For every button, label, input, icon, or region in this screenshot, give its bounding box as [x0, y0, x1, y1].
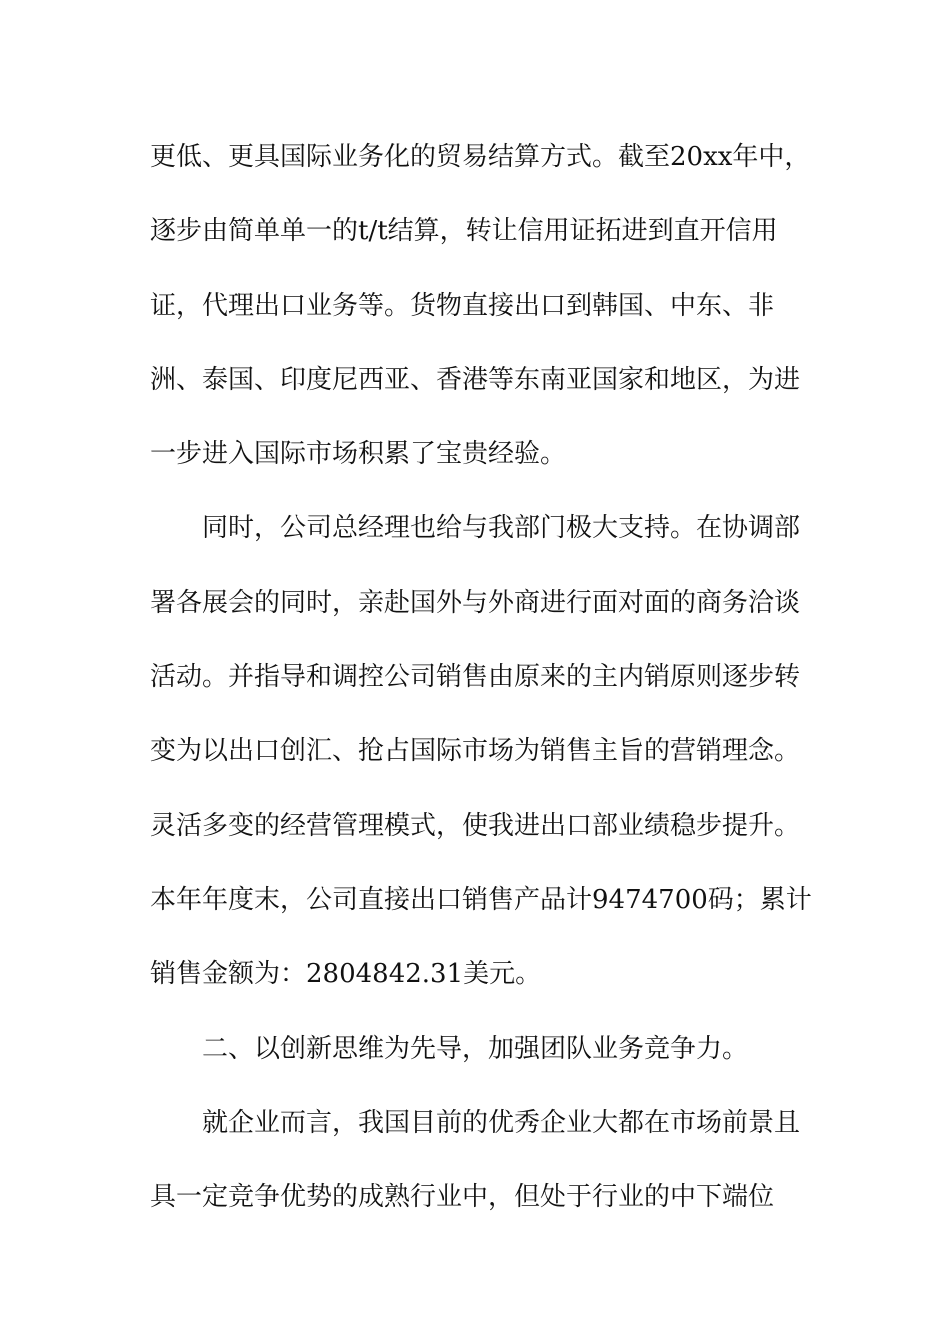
text-line: 证，代理出口业务等。货物直接出口到韩国、中东、非 — [150, 290, 775, 321]
text-line: 本年年度末，公司直接出口销售产品计9474700码；累计 — [150, 884, 812, 915]
text-line: 销售金额为：2804842.31美元。 — [150, 959, 542, 990]
body-text — [150, 120, 812, 1234]
text-line: 具一定竞争优势的成熟行业中，但处于行业的中下端位 — [150, 1182, 775, 1213]
text-line: 变为以出口创汇、抢占国际市场为销售主旨的营销理念。 — [150, 736, 801, 767]
text-line: 就企业而言，我国目前的优秀企业大都在市场前景且 — [202, 1107, 801, 1138]
text-line: 灵活多变的经营管理模式，使我进出口部业绩稳步提升。 — [150, 810, 801, 841]
text-line: 洲、泰国、印度尼西亚、香港等东南亚国家和地区，为进 — [150, 364, 801, 395]
text-line: 逐步由简单单一的t/t结算，转让信用证拓进到直开信用 — [150, 216, 778, 247]
text-line: 同时，公司总经理也给与我部门极大支持。在协调部 — [202, 513, 801, 544]
section-heading: 二、以创新思维为先导，加强团队业务竞争力。 — [202, 1033, 749, 1064]
text-line: 署各展会的同时，亲赴国外与外商进行面对面的商务洽谈 — [150, 587, 801, 618]
text-line: 更低、更具国际业务化的贸易结算方式。截至20xx年中， — [150, 142, 811, 172]
text-line: 活动。并指导和调控公司销售由原来的主内销原则逐步转 — [150, 662, 801, 693]
text-line: 一步进入国际市场积累了宝贵经验。 — [150, 439, 567, 470]
